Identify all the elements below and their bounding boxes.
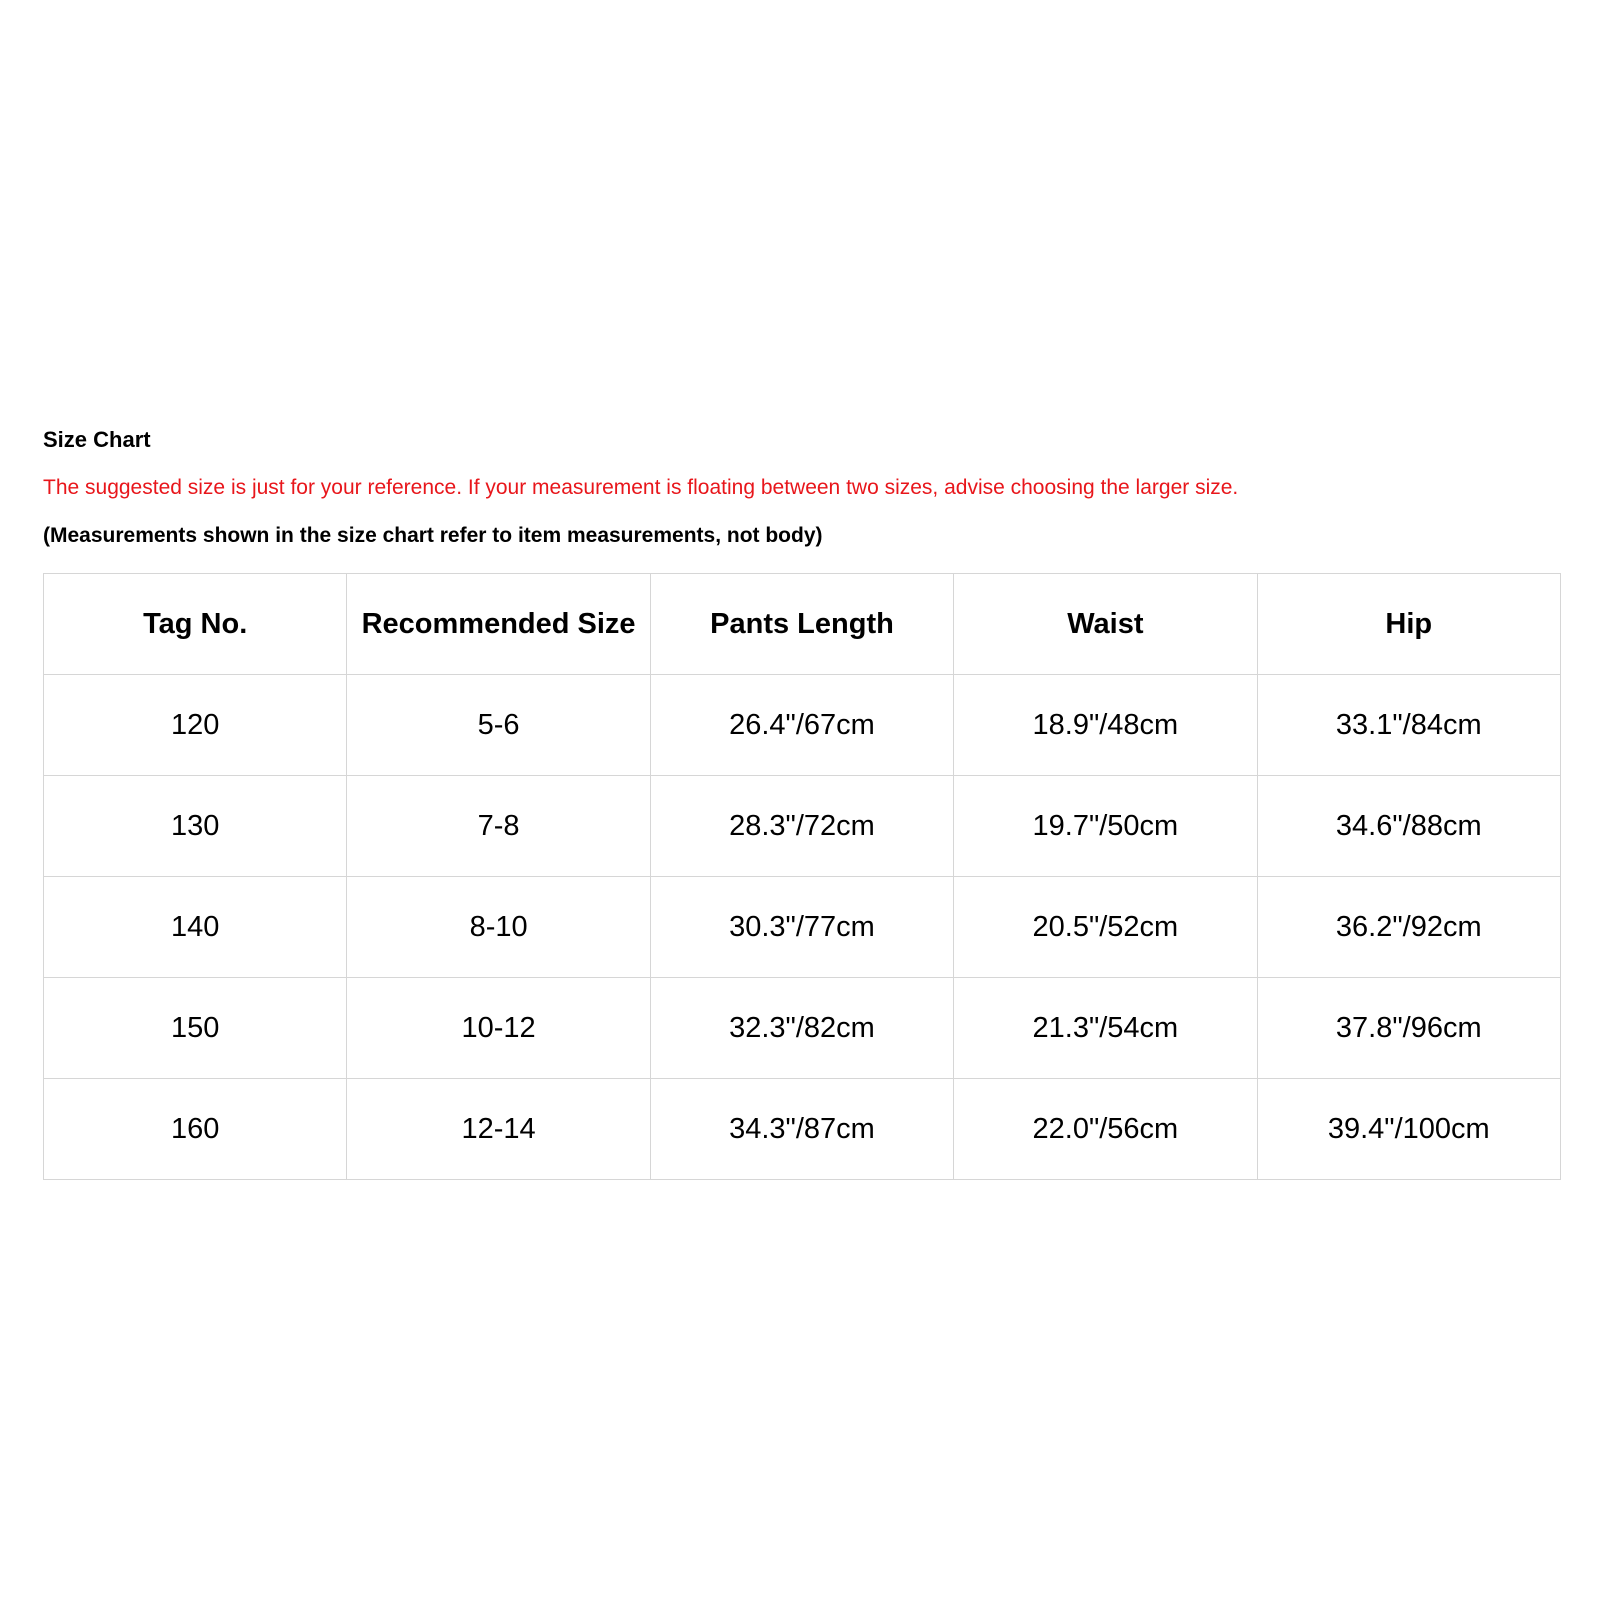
cell-recommended-size: 8-10: [347, 877, 650, 978]
size-advice-note: The suggested size is just for your reference. If your measurement is floating between two sizes, advise choosing the larger size.: [43, 476, 1239, 499]
cell-hip: 36.2"/92cm: [1257, 877, 1560, 978]
cell-hip: 39.4"/100cm: [1257, 1079, 1560, 1180]
table-row: [44, 675, 1561, 776]
cell-recommended-size: 10-12: [347, 978, 650, 1079]
cell-recommended-size: 12-14: [347, 1079, 650, 1180]
cell-waist: 22.0"/56cm: [954, 1079, 1257, 1180]
cell-tag-no: 130: [44, 776, 347, 877]
header-tag-no: Tag No.: [44, 574, 347, 675]
cell-recommended-size: 5-6: [347, 675, 650, 776]
measurement-note: (Measurements shown in the size chart refer to item measurements, not body): [43, 524, 823, 547]
cell-tag-no: 140: [44, 877, 347, 978]
cell-tag-no: 150: [44, 978, 347, 1079]
cell-waist: 19.7"/50cm: [954, 776, 1257, 877]
header-recommended-size: Recommended Size: [347, 574, 650, 675]
cell-waist: 21.3"/54cm: [954, 978, 1257, 1079]
cell-pants-length: 32.3"/82cm: [650, 978, 953, 1079]
table-row: [44, 776, 1561, 877]
header-waist: Waist: [954, 574, 1257, 675]
table-header-row: [44, 574, 1561, 675]
header-pants-length: Pants Length: [650, 574, 953, 675]
cell-hip: 37.8"/96cm: [1257, 978, 1560, 1079]
cell-pants-length: 26.4"/67cm: [650, 675, 953, 776]
table-row: [44, 1079, 1561, 1180]
cell-recommended-size: 7-8: [347, 776, 650, 877]
cell-pants-length: 30.3"/77cm: [650, 877, 953, 978]
cell-tag-no: 120: [44, 675, 347, 776]
table-row: [44, 877, 1561, 978]
cell-tag-no: 160: [44, 1079, 347, 1180]
cell-waist: 20.5"/52cm: [954, 877, 1257, 978]
cell-waist: 18.9"/48cm: [954, 675, 1257, 776]
page-title: Size Chart: [43, 427, 151, 452]
cell-hip: 33.1"/84cm: [1257, 675, 1560, 776]
header-hip: Hip: [1257, 574, 1560, 675]
cell-pants-length: 28.3"/72cm: [650, 776, 953, 877]
size-table: [43, 573, 1561, 1180]
table-row: [44, 978, 1561, 1079]
cell-pants-length: 34.3"/87cm: [650, 1079, 953, 1180]
cell-hip: 34.6"/88cm: [1257, 776, 1560, 877]
